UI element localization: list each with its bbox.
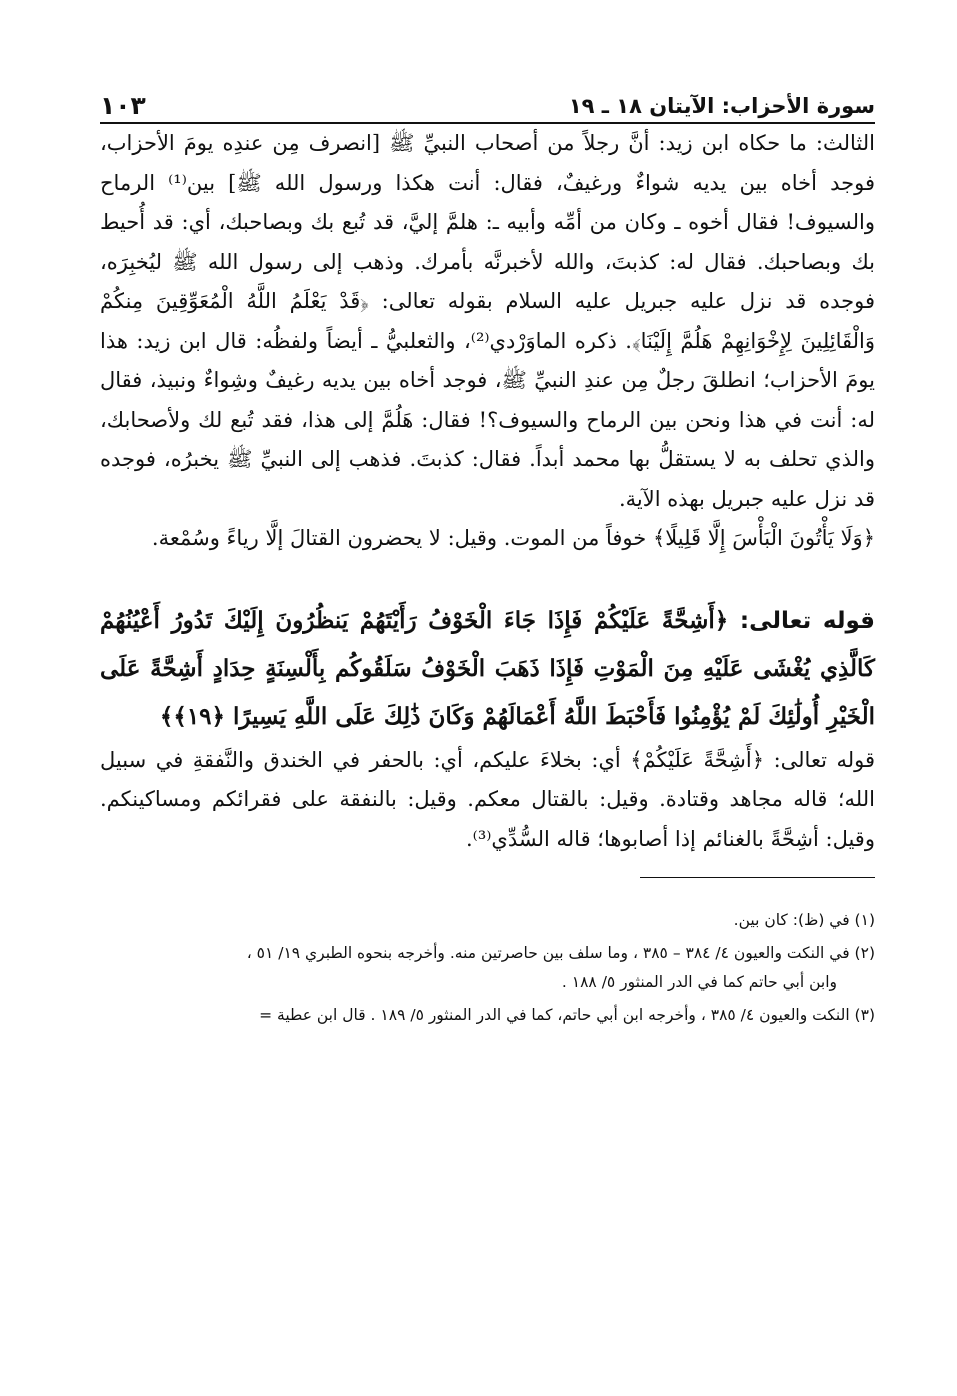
book-page [100,80,875,1034]
verse-label: قوله تعالى: [739,607,875,634]
paragraph-fear-of-death: ﴿وَلَا يَأْتُونَ الْبَأْسَ إِلَّا قَلِيلًا﴾ خوفاً من الموت. وقيل: لا يحضرون القتالَ إلَّا رياءً وسُمْعة. [151,526,875,550]
page-number: ١٠٣ [100,91,146,120]
footnote-3 [100,1001,875,1030]
footnote-2 [100,939,875,997]
footnote-line: (١) في (ظ): كان بين. [733,911,875,929]
footnote-separator [640,877,875,878]
footnote-1 [100,906,875,935]
footnote-line-continued: وابن أبي حاتم كما في الدر المنثور ٥/ ١٨٨ . [561,973,837,991]
footnote-line: (٣) النكت والعيون ٤/ ٣٨٥ ، وأخرجه ابن أبي حاتم، كما في الدر المنثور ٥/ ١٨٩ . قال ابن عطية = [259,1006,875,1024]
quran-verse-block [100,597,875,741]
main-text [100,124,875,859]
running-header [100,80,875,124]
footnotes [100,906,875,1030]
chapter-heading: سورة الأحزاب: الآيتان ١٨ ـ ١٩ [568,94,875,118]
quran-verse-text: ﴿أَشِحَّةً عَلَيْكُمْ فَإِذَا جَاءَ الْخَوْفُ رَأَيْتَهُمْ يَنظُرُونَ إِلَيْكَ تَدُورُ أَعْيُنُهُمْ كَالَّذِي يُغْشَى عَلَيْهِ مِنَ الْمَوْتِ فَإِذَا ذَهَبَ الْخَوْفُ سَلَقُوكُم بِأَلْسِنَةٍ حِدَادٍ أَشِحَّةً عَلَى الْخَيْرِ أُولَٰئِكَ لَمْ يُؤْمِنُوا فَأَحْبَطَ اللَّهُ أَعْمَالَهُمْ وَكَانَ ذَٰلِكَ عَلَى اللَّهِ يَسِيرًا ﴿١٩﴾﴾ [100,606,875,730]
paragraph-commentary: قوله تعالى: ﴿أَشِحَّةً عَلَيْكُمْ﴾ أي: بخلاءَ عليكم، أي: بالحفر في الخندق والنَّفقةِ في سبيل الله؛ قاله مجاهد وقتادة. وقيل: بالقتال معكم. وقيل: بالنفقة على فقرائكم ومساكينكم. وقيل: أشِحَّةً بالغنائم إذا أصابوها؛ قاله السُّدِّي⁽³⁾. [100,747,875,851]
paragraph-third-opinion: الثالث: ما حكاه ابن زيد: أنَّ رجلاً من أصحاب النبيِّ ﷺ [انصرف مِن عندِه يومَ الأحزاب، فوجد أخاه بين يديه شواءٌ ورغيفٌ، فقال: أنت هكذا ورسول الله ﷺ] بين⁽¹⁾ الرماح والسيوف! فقال أخوه ـ وكان من أمِّه وأبيه ـ: هلمَّ إليَّ، قد تُبع بك وبصاحبك، أي: قد أُحيط بك وبصاحبك. فقال له: كذبتَ، والله لأخبرنَّه بأمرك. وذهب إلى رسول الله ﷺ ليُخبِرَه، فوجده قد نزل عليه جبريل عليه السلام بقوله تعالى: ﴿قَدْ يَعْلَمُ اللَّهُ الْمُعَوِّقِينَ مِنكُمْ وَالْقَائِلِينَ لِإِخْوَانِهِمْ هَلُمَّ إِلَيْنَا﴾. ذكره الماوَرْدي⁽²⁾، والثعلبيُّ ـ أيضاً ولفظُه: قال ابن زيد: هذا يومَ الأحزاب؛ انطلقَ رجلٌ مِن عندِ النبيِّ ﷺ، فوجد أخاه بين يديه رغيفٌ وشِواءٌ ونبيذ، فقال له: أنت في هذا ونحن بين الرماح والسيوف؟! فقال: هَلُمَّ إلى هذا، فقد تُبع لك ولأصحابك، والذي تحلف به لا يستقلُّ بها محمد أبداً. فقال: كذبتَ. فذهب إلى النبيِّ ﷺ يخبرُه، فوجده قد نزل عليه جبريل بهذه الآية. [100,131,876,511]
footnote-line: (٢) في النكت والعيون ٤/ ٣٨٤ – ٣٨٥ ، وما سلف بين حاصرتين منه. وأخرجه بنحوه الطبري ١٩/ ٥١ ، [246,944,875,962]
